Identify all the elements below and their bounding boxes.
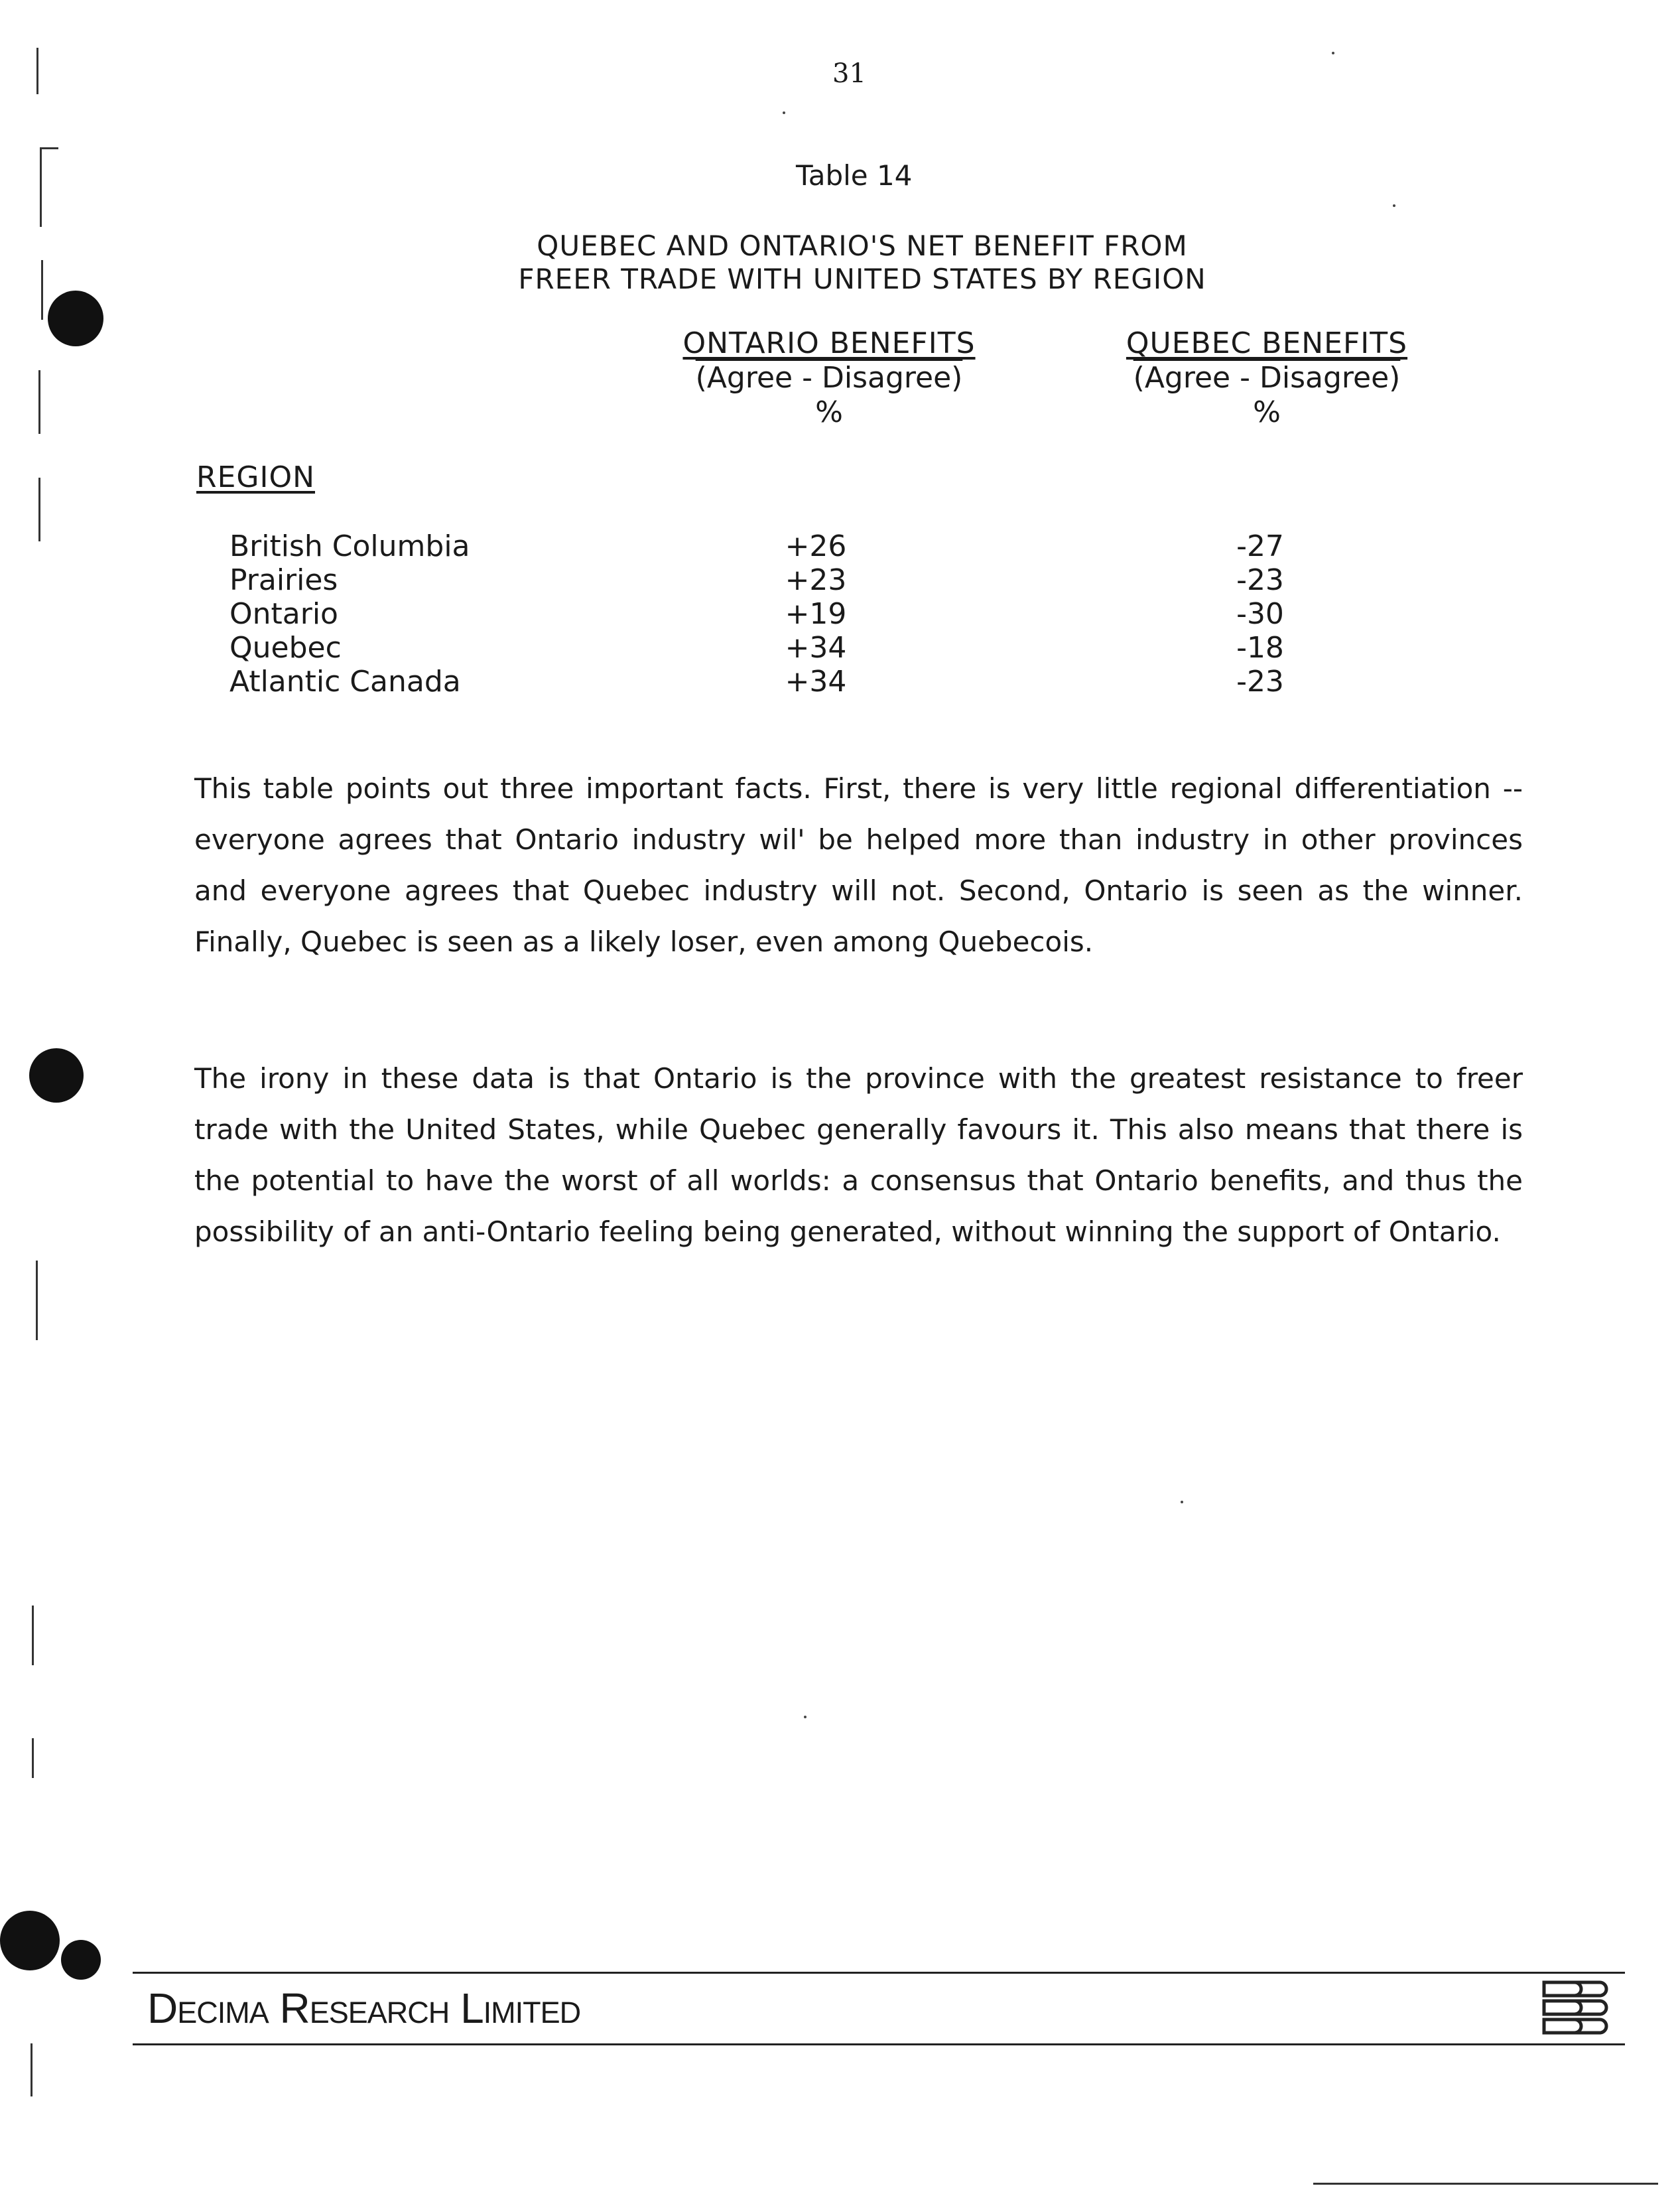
table-title-line-1: QUEBEC AND ONTARIO'S NET BENEFIT FROM	[537, 230, 1188, 262]
column-subtitle-ontario: (Agree - Disagree)	[695, 361, 963, 395]
region-name: Atlantic Canada	[229, 665, 461, 699]
scan-edge-mark	[32, 1606, 34, 1665]
ontario-value: +34	[785, 631, 847, 665]
binder-hole-bottom	[0, 1911, 60, 1970]
scan-speck	[1181, 1501, 1183, 1503]
scan-bottom-mark	[1313, 2183, 1658, 2185]
scan-edge-mark	[41, 260, 43, 320]
scan-edge-mark	[36, 48, 38, 94]
table-label: Table 14	[796, 159, 913, 192]
binder-hole-middle	[29, 1048, 84, 1103]
column-title-quebec: QUEBEC BENEFITS	[1126, 326, 1408, 360]
page-number: 31	[832, 58, 866, 89]
table-row	[0, 529, 1680, 564]
footer-rule-bottom	[133, 2043, 1625, 2045]
column-subtitle-quebec: (Agree - Disagree)	[1133, 361, 1401, 395]
ontario-value: +26	[785, 529, 847, 563]
scan-edge-mark	[31, 2043, 32, 2096]
footer-company-name: Decima Research Limited	[147, 1984, 581, 2032]
quebec-value: -18	[1236, 631, 1284, 665]
ontario-value: +19	[785, 597, 847, 631]
column-unit-quebec: %	[1253, 395, 1281, 429]
ontario-value: +23	[785, 563, 847, 597]
scan-speck	[783, 111, 785, 114]
scan-edge-mark	[36, 1261, 38, 1340]
scan-edge-bracket	[40, 147, 42, 227]
scan-speck	[804, 1716, 807, 1718]
column-unit-ontario: %	[815, 395, 843, 429]
region-name: Prairies	[229, 563, 338, 597]
scan-edge-bracket-top	[40, 147, 58, 149]
table-row	[0, 597, 1680, 632]
body-paragraph-1: This table points out three important facts. First, there is very little regional differentiation -- everyone agrees that Ontario industry wil' be helped more than industry in other provinces and everyone agrees that Quebec industry will not. Second, Ontario is seen as the winner. Finally, Quebec is seen as a likely loser, even among Quebecois.	[194, 772, 1523, 958]
binder-hole-bottom-small	[61, 1940, 101, 1980]
scan-edge-mark	[32, 1738, 34, 1778]
binder-hole-top	[48, 291, 103, 346]
ontario-value: +34	[785, 665, 847, 699]
scan-edge-mark	[38, 370, 40, 434]
table-title-line-2: FREER TRADE WITH UNITED STATES BY REGION	[518, 263, 1206, 295]
quebec-value: -30	[1236, 597, 1284, 631]
column-header-ontario	[637, 326, 1021, 430]
table-row	[0, 631, 1680, 665]
region-header: REGION	[196, 460, 315, 494]
quebec-value: -23	[1236, 665, 1284, 699]
quebec-value: -23	[1236, 563, 1284, 597]
table-row	[0, 563, 1680, 598]
region-name: British Columbia	[229, 529, 470, 563]
quebec-value: -27	[1236, 529, 1284, 563]
region-name: Ontario	[229, 597, 338, 631]
region-name: Quebec	[229, 631, 342, 665]
column-title-ontario: ONTARIO BENEFITS	[682, 326, 976, 360]
table-row	[0, 665, 1680, 699]
footer-rule-top	[133, 1972, 1625, 1974]
table-title	[398, 230, 1326, 296]
decima-logo-icon	[1539, 1976, 1612, 2042]
scan-speck	[1332, 52, 1334, 54]
column-header-quebec	[1074, 326, 1459, 430]
scan-speck	[1393, 204, 1395, 207]
body-paragraph-2: The irony in these data is that Ontario is the province with the greatest resistance to freer trade with the United States, while Quebec generally favours it. This also means that there is the potential to have the worst of all worlds: a consensus that Ontario benefits, and thus the possibility of an anti-Ontario feeling being generated, without winning the support of Ontario.	[194, 1062, 1523, 1248]
